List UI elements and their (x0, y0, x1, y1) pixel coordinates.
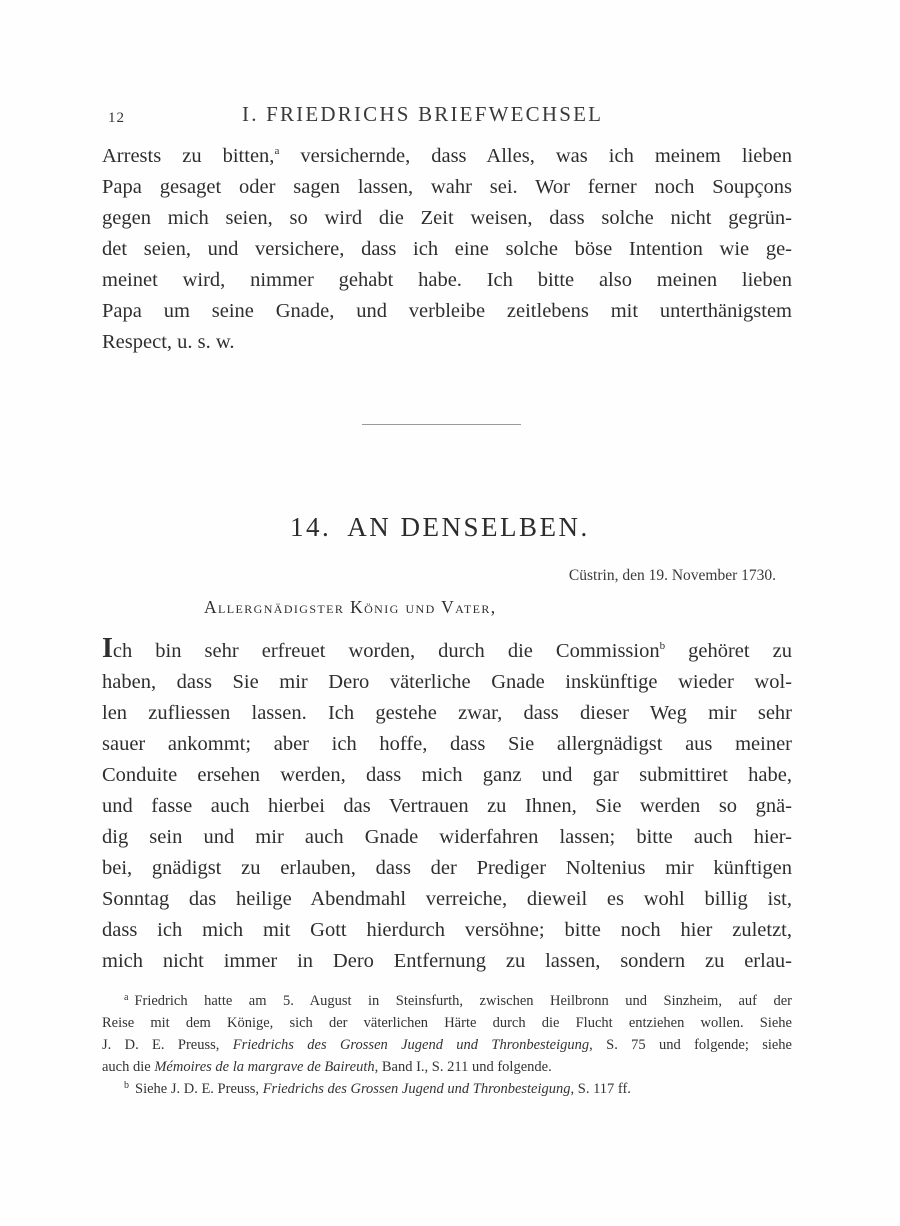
text-line: bei, gnädigst zu erlauben, dass der Prediger Noltenius mir künftigen (102, 857, 792, 879)
text-line: Respect, u. s. w. (102, 331, 235, 353)
text-line (102, 633, 792, 667)
text-line: haben, dass Sie mir Dero väterliche Gnade inskünftige wieder wol- (102, 671, 792, 693)
text-line: mich nicht immer in Dero Entfernung zu lassen, sondern zu erlau- (102, 950, 792, 972)
book-title: Friedrichs des Grossen Jugend und Thronbesteigung (232, 1037, 590, 1053)
drop-cap: I (102, 633, 113, 664)
footnote-ref-a[interactable]: a (274, 145, 280, 157)
footnotes (102, 990, 792, 1100)
previous-letter-text (102, 141, 792, 358)
footnote-a-line: Reise mit dem Könige, sich der väterlichen Härte durch die Flucht entziehen wollen. Siehe (102, 1015, 792, 1031)
footnote-b-line (102, 1078, 792, 1100)
letter-heading (290, 512, 590, 543)
book-title: Friedrichs des Grossen Jugend und Thronbesteigung (262, 1081, 571, 1097)
letter-title: AN DENSELBEN. (347, 512, 590, 542)
letter-body-text (102, 633, 792, 977)
footnote-text: , S. 75 und folgende; siehe (589, 1037, 792, 1053)
footnote-a-line (102, 1034, 792, 1056)
text-line: sauer ankommt; aber ich hoffe, dass Sie allergnädigst aus meiner (102, 733, 792, 755)
line-text: Arrests zu bitten, (102, 145, 275, 167)
footnote-text: J. D. E. Preuss, (102, 1037, 233, 1053)
book-title: Mémoires de la margrave de Baireuth (154, 1059, 375, 1075)
footnote-text: , Band I., S. 211 und folgende. (374, 1059, 552, 1075)
footnote-text: , S. 117 ff. (570, 1081, 631, 1097)
text-line: dig sein und mir auch Gnade widerfahren lassen; bitte auch hier- (102, 826, 792, 848)
section-divider (362, 424, 521, 425)
text-line: und fasse auch hierbei das Vertrauen zu Ihnen, Sie werden so gnä- (102, 795, 792, 817)
footnote-mark-a: a (124, 992, 129, 1003)
text-line: dass ich mich mit Gott hierdurch versöhne; bitte noch hier zuletzt, (102, 919, 792, 941)
dateline: Cüstrin, den 19. November 1730. (568, 567, 776, 584)
text-line: Papa gesaget oder sagen lassen, wahr sei. Wor ferner noch Soupçons (102, 176, 792, 198)
text-line: len zufliessen lassen. Ich gestehe zwar, dass dieser Weg mir sehr (102, 702, 792, 724)
line-text: ch bin sehr erfreuet worden, durch die Commission (112, 640, 660, 662)
text-line: Papa um seine Gnade, und verbleibe zeitlebens mit unterthänigstem (102, 300, 792, 322)
page-number: 12 (108, 110, 125, 126)
footnote-text: Friedrich hatte am 5. August in Steinsfurth, zwischen Heilbronn und Sinzheim, auf der (134, 993, 792, 1009)
footnote-mark-b: b (124, 1080, 129, 1091)
running-head (102, 100, 802, 130)
line-text: versichernde, dass Alles, was ich meinem lieben (279, 145, 793, 167)
footnote-a-line (102, 990, 792, 1012)
footnote-ref-b[interactable]: b (659, 640, 666, 652)
letter-number: 14. (290, 512, 332, 542)
footnote-text: Siehe J. D. E. Preuss, (135, 1081, 263, 1097)
text-line: meinet wird, nimmer gehabt habe. Ich bitte also meinen lieben (102, 269, 792, 291)
text-line: Sonntag das heilige Abendmahl verreiche, dieweil es wohl billig ist, (102, 888, 792, 910)
footnote-text: auch die (102, 1059, 155, 1075)
text-line: Conduite ersehen werden, dass mich ganz und gar submittiret habe, (102, 764, 792, 786)
running-title: I. FRIEDRICHS BRIEFWECHSEL (242, 102, 604, 126)
text-line: det seien, und versichere, dass ich eine solche böse Intention wie ge- (102, 238, 792, 260)
text-line: gegen mich seien, so wird die Zeit weisen, dass solche nicht gegrün- (102, 207, 792, 229)
footnote-a-line (102, 1056, 792, 1078)
salutation: Allergnädigster König und Vater, (204, 597, 497, 617)
text-line (102, 141, 792, 172)
line-text: gehöret zu (665, 640, 792, 662)
